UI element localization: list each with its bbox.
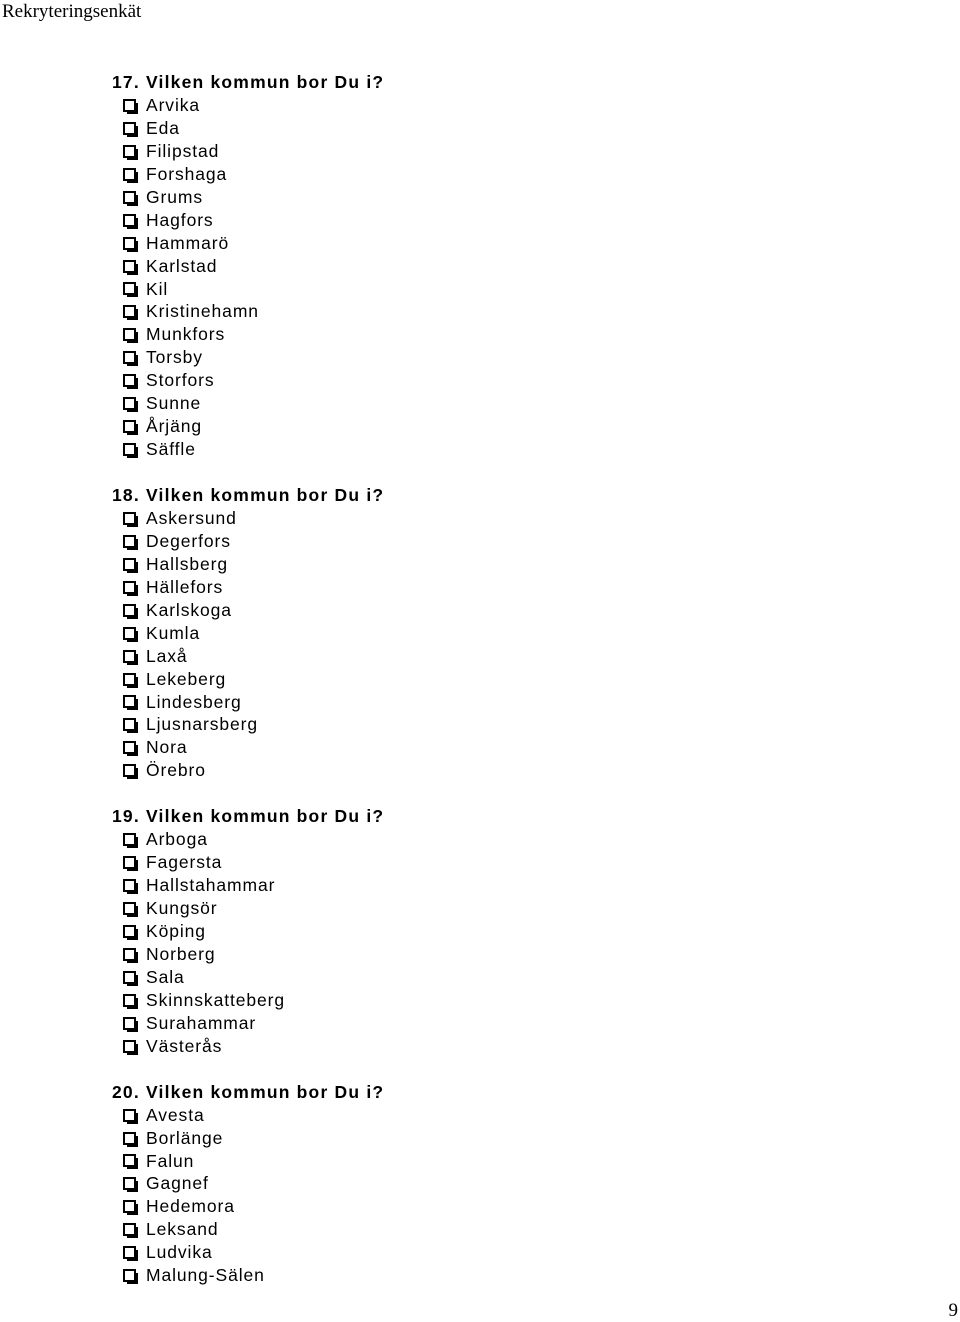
option-label: Västerås xyxy=(146,1035,223,1056)
checkbox-icon[interactable] xyxy=(123,420,136,433)
option-label: Degerfors xyxy=(146,530,231,551)
option-label: Örebro xyxy=(146,760,206,781)
option-item[interactable] xyxy=(112,140,812,163)
option-item[interactable] xyxy=(112,346,812,369)
checkbox-icon[interactable] xyxy=(123,305,136,318)
option-label: Kil xyxy=(146,278,169,299)
option-list xyxy=(112,1104,812,1288)
checkbox-icon[interactable] xyxy=(123,581,136,594)
option-label: Avesta xyxy=(146,1104,205,1125)
option-item[interactable] xyxy=(112,736,812,759)
option-item[interactable] xyxy=(112,1241,812,1264)
option-item[interactable] xyxy=(112,438,812,461)
option-label: Leksand xyxy=(146,1219,219,1240)
option-item[interactable] xyxy=(112,759,812,782)
option-item[interactable] xyxy=(112,989,812,1012)
checkbox-icon[interactable] xyxy=(123,99,136,112)
question-block xyxy=(112,484,812,782)
option-item[interactable] xyxy=(112,300,812,323)
option-item[interactable] xyxy=(112,1218,812,1241)
page-number: 9 xyxy=(948,1300,958,1321)
option-item[interactable] xyxy=(112,943,812,966)
checkbox-icon[interactable] xyxy=(123,741,136,754)
question-title: 20. Vilken kommun bor Du i? xyxy=(112,1081,385,1102)
option-item[interactable] xyxy=(112,920,812,943)
checkbox-icon[interactable] xyxy=(123,214,136,227)
option-item[interactable] xyxy=(112,530,812,553)
option-item[interactable] xyxy=(112,851,812,874)
option-item[interactable] xyxy=(112,1035,812,1058)
checkbox-icon[interactable] xyxy=(123,237,136,250)
option-item[interactable] xyxy=(112,599,812,622)
checkbox-icon[interactable] xyxy=(123,650,136,663)
option-item[interactable] xyxy=(112,897,812,920)
option-label: Kungsör xyxy=(146,898,218,919)
checkbox-icon[interactable] xyxy=(123,627,136,640)
checkbox-icon[interactable] xyxy=(123,971,136,984)
option-label: Munkfors xyxy=(146,324,226,345)
option-item[interactable] xyxy=(112,1172,812,1195)
checkbox-icon[interactable] xyxy=(123,1223,136,1236)
checkbox-icon[interactable] xyxy=(123,558,136,571)
checkbox-icon[interactable] xyxy=(123,1040,136,1053)
checkbox-icon[interactable] xyxy=(123,1246,136,1259)
checkbox-icon[interactable] xyxy=(123,191,136,204)
checkbox-icon[interactable] xyxy=(123,902,136,915)
option-label: Falun xyxy=(146,1150,195,1171)
option-item[interactable] xyxy=(112,691,812,714)
option-label: Norberg xyxy=(146,943,216,964)
checkbox-icon[interactable] xyxy=(123,282,136,295)
option-label: Malung-Sälen xyxy=(146,1265,265,1286)
option-label: Arvika xyxy=(146,95,201,115)
option-label: Fagersta xyxy=(146,852,223,873)
option-label: Köping xyxy=(146,921,206,941)
option-item[interactable] xyxy=(112,622,812,645)
question-block xyxy=(112,71,812,461)
option-label: Grums xyxy=(146,186,203,207)
survey-form xyxy=(112,71,812,1310)
option-item[interactable] xyxy=(112,668,812,691)
option-item[interactable] xyxy=(112,1104,812,1127)
option-label: Skinnskatteberg xyxy=(146,989,285,1010)
option-item[interactable] xyxy=(112,369,812,392)
option-item[interactable] xyxy=(112,1195,812,1218)
option-label: Surahammar xyxy=(146,1012,257,1033)
option-label: Askersund xyxy=(146,508,237,528)
option-item[interactable] xyxy=(112,713,812,736)
option-item[interactable] xyxy=(112,186,812,209)
checkbox-icon[interactable] xyxy=(123,1154,136,1167)
option-label: Hammarö xyxy=(146,232,230,253)
option-item[interactable] xyxy=(112,278,812,301)
checkbox-icon[interactable] xyxy=(123,328,136,341)
checkbox-icon[interactable] xyxy=(123,512,136,525)
option-label: Sunne xyxy=(146,393,202,414)
option-item[interactable] xyxy=(112,1127,812,1150)
option-label: Laxå xyxy=(146,645,188,666)
checkbox-icon[interactable] xyxy=(123,122,136,135)
option-list xyxy=(112,828,812,1057)
checkbox-icon[interactable] xyxy=(123,168,136,181)
option-label: Ludvika xyxy=(146,1242,213,1263)
option-label: Karlstad xyxy=(146,255,218,276)
option-label: Storfors xyxy=(146,370,215,391)
checkbox-icon[interactable] xyxy=(123,879,136,892)
option-label: Sala xyxy=(146,966,185,987)
option-label: Gagnef xyxy=(146,1173,209,1194)
option-item[interactable] xyxy=(112,1264,812,1287)
option-item[interactable] xyxy=(112,117,812,140)
option-label: Torsby xyxy=(146,347,203,368)
option-list xyxy=(112,507,812,782)
option-label: Forshaga xyxy=(146,163,228,184)
checkbox-icon[interactable] xyxy=(123,764,136,777)
option-item[interactable] xyxy=(112,966,812,989)
checkbox-icon[interactable] xyxy=(123,351,136,364)
option-item[interactable] xyxy=(112,392,812,415)
option-label: Arboga xyxy=(146,829,208,850)
option-item[interactable] xyxy=(112,828,812,851)
option-label: Säffle xyxy=(146,439,196,460)
question-title: 18. Vilken kommun bor Du i? xyxy=(112,485,385,505)
option-item[interactable] xyxy=(112,232,812,255)
option-item[interactable] xyxy=(112,94,812,117)
option-item[interactable] xyxy=(112,255,812,278)
checkbox-icon[interactable] xyxy=(123,1200,136,1213)
option-label: Kumla xyxy=(146,622,201,643)
option-label: Hallsberg xyxy=(146,553,229,574)
option-list xyxy=(112,94,812,461)
checkbox-icon[interactable] xyxy=(123,1132,136,1145)
checkbox-icon[interactable] xyxy=(123,948,136,961)
option-label: Lindesberg xyxy=(146,691,242,712)
option-item[interactable] xyxy=(112,209,812,232)
option-item[interactable] xyxy=(112,645,812,668)
option-label: Hedemora xyxy=(146,1196,235,1217)
checkbox-icon[interactable] xyxy=(123,718,136,731)
checkbox-icon[interactable] xyxy=(123,397,136,410)
option-item[interactable] xyxy=(112,553,812,576)
option-label: Eda xyxy=(146,117,180,138)
checkbox-icon[interactable] xyxy=(123,535,136,548)
option-item[interactable] xyxy=(112,323,812,346)
checkbox-icon[interactable] xyxy=(123,925,136,938)
checkbox-icon[interactable] xyxy=(123,604,136,617)
option-item[interactable] xyxy=(112,1150,812,1173)
checkbox-icon[interactable] xyxy=(123,994,136,1007)
option-item[interactable] xyxy=(112,163,812,186)
option-label: Lekeberg xyxy=(146,668,227,689)
option-label: Borlänge xyxy=(146,1127,224,1148)
option-label: Hällefors xyxy=(146,576,224,597)
checkbox-icon[interactable] xyxy=(123,374,136,387)
checkbox-icon[interactable] xyxy=(123,443,136,456)
checkbox-icon[interactable] xyxy=(123,695,136,708)
document-header: Rekryteringsenkät xyxy=(2,1,142,22)
question-title: 19. Vilken kommun bor Du i? xyxy=(112,806,385,827)
option-label: Hallstahammar xyxy=(146,875,276,896)
checkbox-icon[interactable] xyxy=(123,1269,136,1282)
checkbox-icon[interactable] xyxy=(123,145,136,158)
checkbox-icon[interactable] xyxy=(123,833,136,846)
option-item[interactable] xyxy=(112,1012,812,1035)
option-item[interactable] xyxy=(112,576,812,599)
checkbox-icon[interactable] xyxy=(123,260,136,273)
question-block xyxy=(112,1081,812,1288)
checkbox-icon[interactable] xyxy=(123,1017,136,1030)
option-item[interactable] xyxy=(112,507,812,530)
checkbox-icon[interactable] xyxy=(123,673,136,686)
option-label: Filipstad xyxy=(146,140,220,161)
checkbox-icon[interactable] xyxy=(123,1109,136,1122)
option-label: Årjäng xyxy=(146,416,202,437)
option-label: Ljusnarsberg xyxy=(146,714,258,735)
question-title: 17. Vilken kommun bor Du i? xyxy=(112,72,385,92)
option-label: Nora xyxy=(146,737,188,758)
question-block xyxy=(112,805,812,1057)
option-item[interactable] xyxy=(112,874,812,897)
checkbox-icon[interactable] xyxy=(123,856,136,869)
option-item[interactable] xyxy=(112,415,812,438)
option-label: Kristinehamn xyxy=(146,301,259,322)
checkbox-icon[interactable] xyxy=(123,1177,136,1190)
option-label: Karlskoga xyxy=(146,599,232,620)
option-label: Hagfors xyxy=(146,209,214,230)
